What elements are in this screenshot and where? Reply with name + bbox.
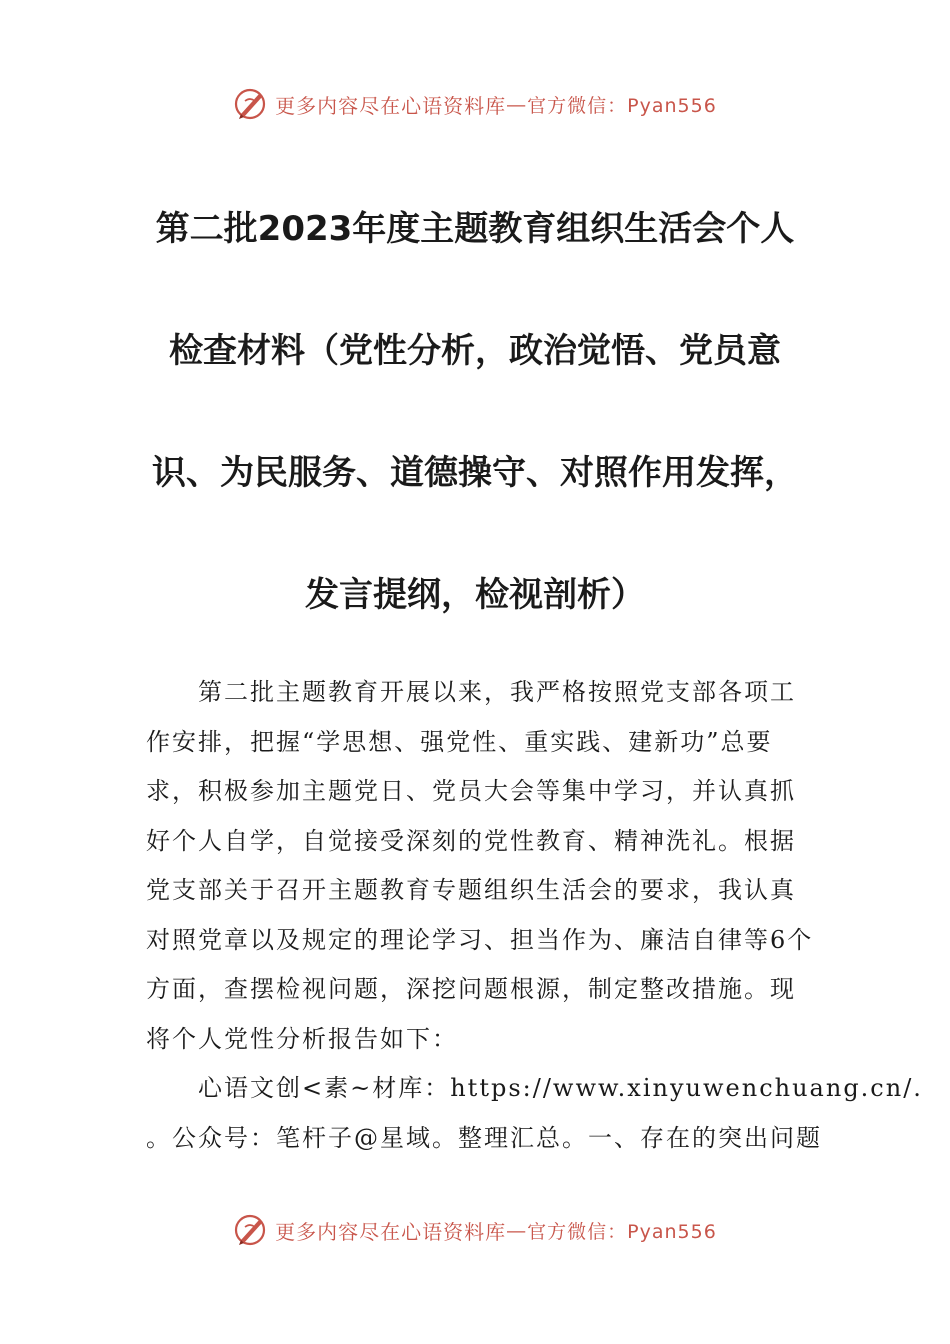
banner-separator: — xyxy=(506,92,528,116)
pen-logo-icon xyxy=(233,86,269,122)
body-line: 求，积极参加主题党日、党员大会等集中学习，并认真抓 xyxy=(146,777,796,805)
document-title xyxy=(120,168,830,656)
body-line: 作安排，把握“学思想、强党性、重实践、建新功”总要 xyxy=(146,727,773,756)
footer-banner xyxy=(0,1210,950,1250)
banner-brand: 更多内容尽在心语资料库 xyxy=(275,93,507,118)
body-line: 将个人党性分析报告如下： xyxy=(146,1024,458,1053)
body-line: 第二批主题教育开展以来，我严格按照党支部各项工 xyxy=(198,678,796,706)
body-line: 对照党章以及规定的理论学习、担当作为、廉洁自律等6个 xyxy=(146,925,814,954)
pen-logo-icon xyxy=(233,1212,269,1248)
banner-separator: — xyxy=(506,1218,528,1242)
title-line: 检查材料（党性分析，政治觉悟、党员意 xyxy=(169,331,781,371)
body-line: 方面，查摆检视问题，深挖问题根源，制定整改措施。现 xyxy=(146,975,796,1003)
title-line: 识、为民服务、道德操守、对照作用发挥， xyxy=(152,453,798,493)
body-line: 好个人自学，自觉接受深刻的党性教育、精神洗礼。根据 xyxy=(146,826,796,855)
body-line: 。公众号：笔杆子@星域。整理汇总。一、存在的突出问题 xyxy=(146,1123,822,1152)
body-line: 心语文创<素~材库：https://www.xinyuwenchuang.cn/. xyxy=(198,1074,923,1102)
title-line: 第二批2023年度主题教育组织生活会个人 xyxy=(155,209,795,249)
header-banner xyxy=(0,84,950,124)
title-line: 发言提纲，检视剖析） xyxy=(305,575,645,615)
banner-contact: 官方微信：Pyan556 xyxy=(527,94,717,117)
banner-contact: 官方微信：Pyan556 xyxy=(527,1220,717,1243)
banner-brand: 更多内容尽在心语资料库 xyxy=(275,1219,507,1244)
body-line: 党支部关于召开主题教育专题组织生活会的要求，我认真 xyxy=(146,876,796,904)
document-body xyxy=(146,668,923,1163)
